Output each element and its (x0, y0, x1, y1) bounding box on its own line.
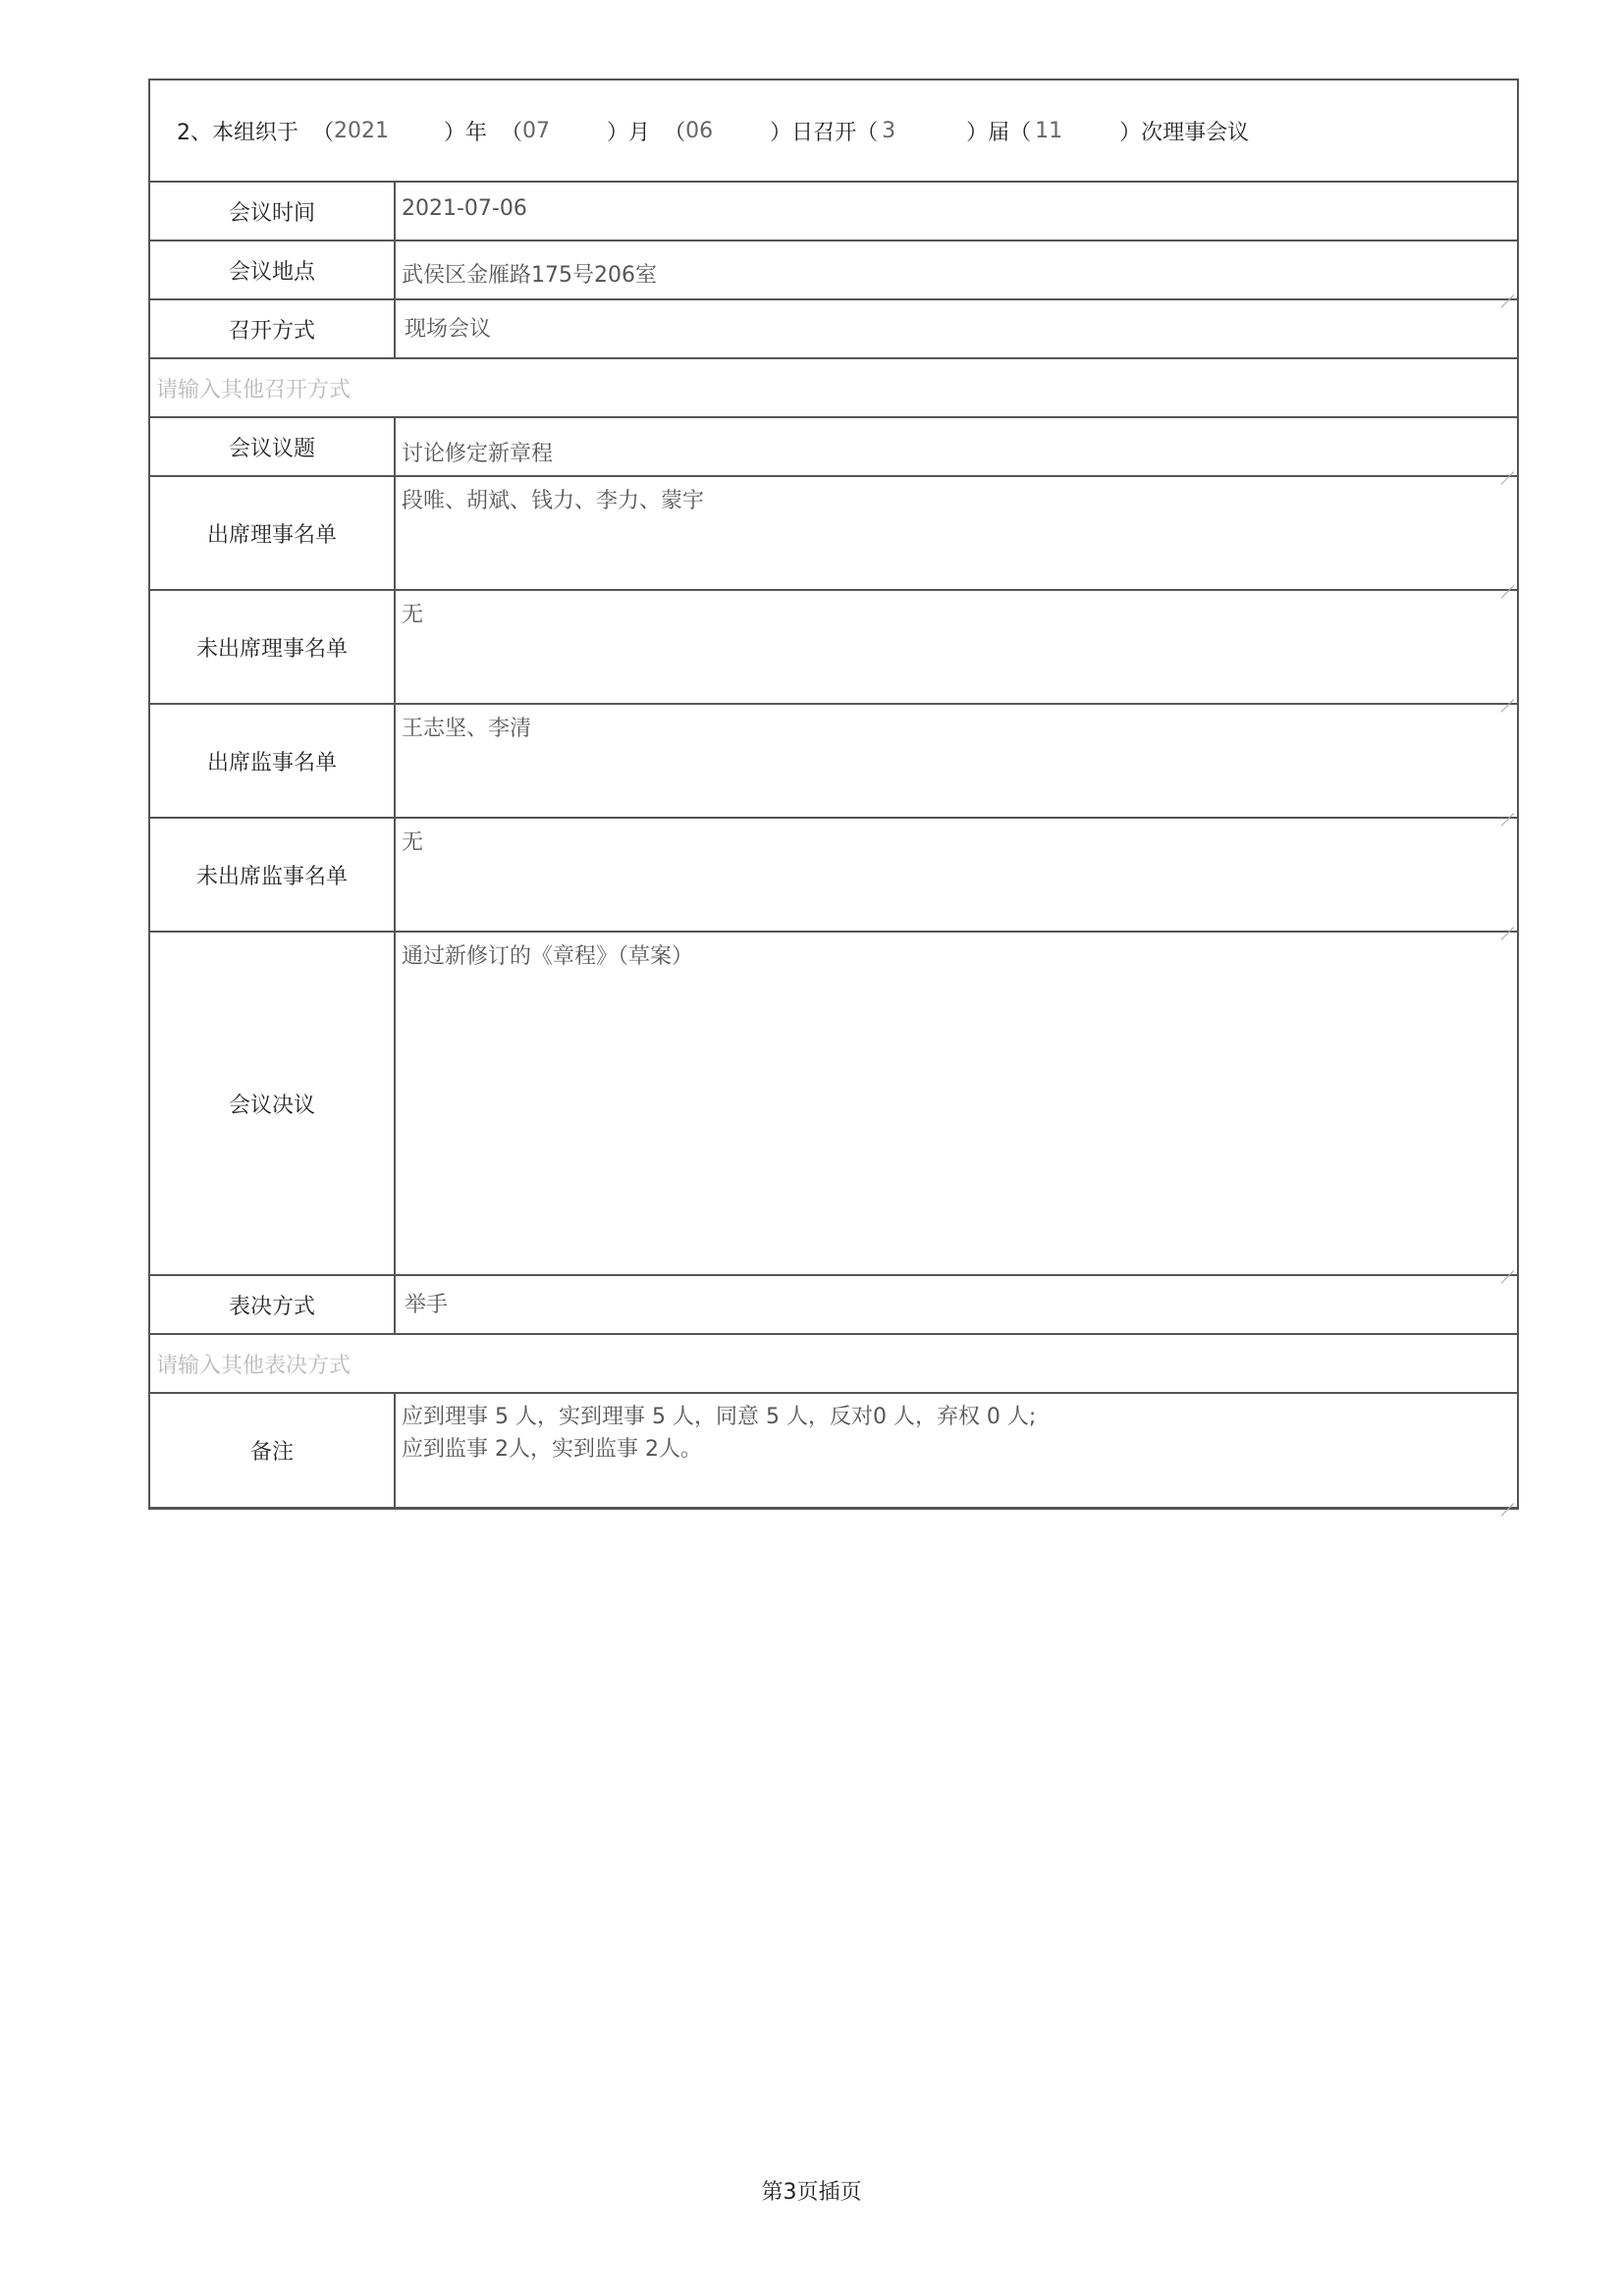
present-supervisors-text: 王志坚、李清 (402, 717, 532, 741)
resize-handle-icon[interactable] (1500, 282, 1514, 295)
remarks-line-2: 应到监事 2人，实到监事 2人。 (402, 1437, 702, 1462)
day-paren-open: （ (664, 120, 686, 145)
absent-supervisors-text: 无 (402, 830, 424, 855)
row-resolution (150, 933, 1517, 1276)
resize-handle-icon[interactable] (1500, 686, 1514, 700)
row-vote-method (150, 1276, 1517, 1335)
resize-handle-icon[interactable] (1500, 800, 1514, 814)
month-suffix: ）月 (607, 120, 651, 145)
present-directors-textarea[interactable] (396, 477, 1517, 589)
remarks-textarea[interactable] (396, 1394, 1517, 1507)
present-supervisors-textarea[interactable] (396, 705, 1517, 817)
resolution-text: 通过新修订的《章程》（草案） (402, 944, 694, 969)
year-field[interactable]: 2021 (334, 118, 390, 143)
resize-handle-icon[interactable] (1500, 1490, 1514, 1504)
absent-supervisors-label: 未出席监事名单 (150, 819, 396, 931)
row-meeting-time (150, 183, 1517, 241)
resize-handle-icon[interactable] (1500, 1257, 1514, 1271)
month-paren-open: （ (501, 120, 523, 145)
row-present-supervisors (150, 705, 1517, 819)
page-footer: 第3页插页 (761, 2180, 862, 2205)
absent-directors-textarea[interactable] (396, 591, 1517, 703)
meeting-record-form (148, 79, 1519, 1510)
row-remarks (150, 1394, 1517, 1507)
meeting-method-select[interactable]: 现场会议 (405, 316, 492, 342)
resize-handle-icon[interactable] (1500, 572, 1514, 586)
year-suffix: ）年 (444, 120, 488, 145)
session-suffix: ）届（ (966, 120, 1032, 145)
row-meeting-method-other (150, 359, 1517, 418)
other-vote-method-input[interactable]: 请输入其他表决方式 (156, 1353, 352, 1378)
row-present-directors (150, 477, 1517, 591)
row-vote-method-other (150, 1335, 1517, 1394)
meeting-suffix: ）次理事会议 (1119, 120, 1250, 145)
meeting-place-label: 会议地点 (150, 241, 396, 298)
remarks-line-1: 应到理事 5 人，实到理事 5 人，同意 5 人，反对0 人，弃权 0 人; (402, 1405, 1037, 1429)
meeting-topic-textarea[interactable] (396, 418, 1517, 475)
absent-directors-text: 无 (402, 603, 424, 627)
present-supervisors-label: 出席监事名单 (150, 705, 396, 817)
day-field[interactable]: 06 (685, 118, 714, 143)
resolution-textarea[interactable] (396, 933, 1517, 1274)
other-method-input[interactable]: 请输入其他召开方式 (156, 377, 352, 402)
month-field[interactable]: 07 (522, 118, 551, 143)
meeting-time-label: 会议时间 (150, 183, 396, 240)
meeting-time-input[interactable]: 2021-07-06 (402, 196, 527, 221)
meeting-header (150, 80, 1517, 183)
row-meeting-place (150, 241, 1517, 300)
meeting-place-textarea[interactable] (396, 241, 1517, 298)
remarks-label: 备注 (150, 1394, 396, 1507)
day-suffix: ）日召开（ (770, 120, 879, 145)
row-absent-directors (150, 591, 1517, 705)
meeting-method-label: 召开方式 (150, 300, 396, 357)
meeting-topic-label: 会议议题 (150, 418, 396, 475)
row-meeting-method (150, 300, 1517, 359)
absent-supervisors-textarea[interactable] (396, 819, 1517, 931)
meeting-topic-text: 讨论修定新章程 (402, 441, 554, 466)
meeting-place-text: 武侯区金雁路175号206室 (402, 262, 657, 288)
row-absent-supervisors (150, 819, 1517, 933)
present-directors-label: 出席理事名单 (150, 477, 396, 589)
vote-method-select[interactable]: 举手 (405, 1292, 449, 1317)
resize-handle-icon[interactable] (1500, 458, 1514, 472)
header-paren-open: （ (312, 120, 335, 145)
present-directors-text: 段唯、胡斌、钱力、李力、蒙宇 (402, 489, 705, 513)
session-field[interactable]: 3 (882, 118, 896, 143)
row-meeting-topic (150, 418, 1517, 477)
absent-directors-label: 未出席理事名单 (150, 591, 396, 703)
vote-method-label: 表决方式 (150, 1276, 396, 1333)
resize-handle-icon[interactable] (1500, 914, 1514, 928)
header-prefix: 2、本组织于 (177, 120, 298, 145)
resolution-label: 会议决议 (150, 933, 396, 1274)
meeting-number-field[interactable]: 11 (1035, 118, 1063, 143)
